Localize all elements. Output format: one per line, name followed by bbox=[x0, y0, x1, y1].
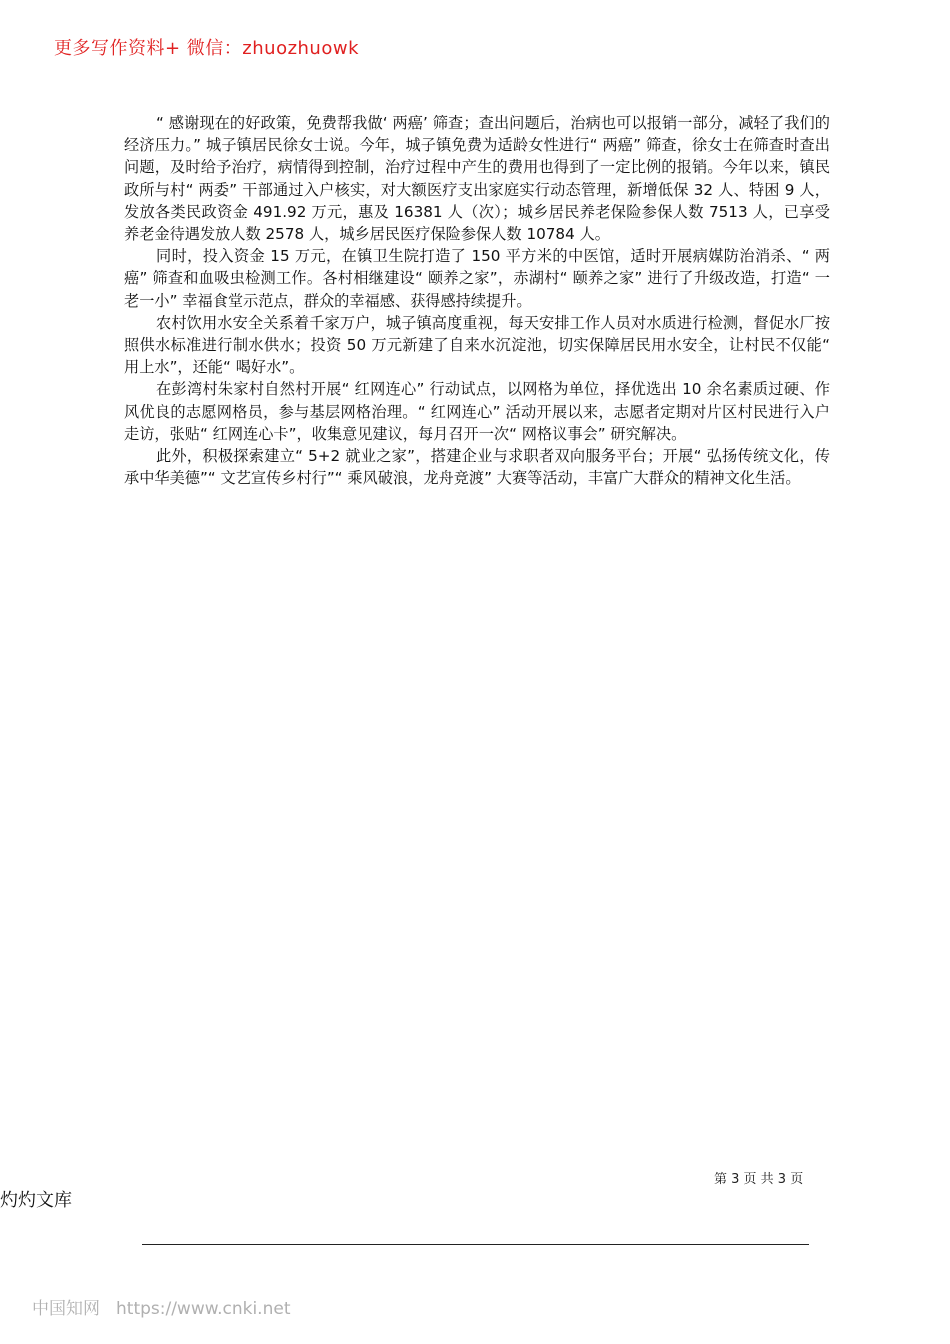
footer-divider bbox=[142, 1244, 809, 1245]
paragraph: “ 感谢现在的好政策，免费帮我做‘ 两癌’ 筛查；查出问题后，治病也可以报销一部分，减轻了我们的经济压力。” 城子镇居民徐女士说。今年，城子镇免费为适龄女性进行“ 两癌” 筛查，徐女士在筛查时查出问题，及时给予治疗，病情得到控制，治疗过程中产生的费用也得到了一定比例的报销。今年以来，镇民政所与村“ 两委” 干部通过入户核实，对大额医疗支出家庭实行动态管理，新增低保 32 人、特困 9 人，发放各类民政资金 491.92 万元，惠及 16381 人（次）；城乡居民养老保险参保人数 7513 人，已享受养老金待遇发放人数 2578 人，城乡居民医疗保险参保人数 10784 人。 bbox=[124, 114, 830, 244]
paragraph: 在彭湾村朱家村自然村开展“ 红网连心” 行动试点，以网格为单位，择优选出 10 余名素质过硬、作风优良的志愿网格员，参与基层网格治理。“ 红网连心” 活动开展以来，志愿者定期对片区村民进行入户走访，张贴“ 红网连心卡”，收集意见建议，每月召开一次“ 网格议事会” 研究解决。 bbox=[124, 380, 830, 443]
paragraph: 同时，投入资金 15 万元，在镇卫生院打造了 150 平方米的中医馆，适时开展病媒防治消杀、“ 两癌” 筛查和血吸虫检测工作。各村相继建设“ 颐养之家”，赤湖村“ 颐养之家” 进行了升级改造，打造“ 一老一小” 幸福食堂示范点，群众的幸福感、获得感持续提升。 bbox=[124, 247, 830, 310]
paragraph: 农村饮用水安全关系着千家万户，城子镇高度重视，每天安排工作人员对水质进行检测，督促水厂按照供水标准进行制水供水；投资 50 万元新建了自来水沉淀池，切实保障居民用水安全，让村民不仅能“ 用上水”，还能“ 喝好水”。 bbox=[124, 313, 830, 377]
article-body bbox=[124, 112, 830, 489]
brand-name: 灼灼文库 bbox=[0, 1190, 72, 1211]
paragraph: 此外，积极探索建立“ 5+2 就业之家”，搭建企业与求职者双向服务平台；开展“ 弘扬传统文化，传承中华美德”“ 文艺宣传乡村行”“ 乘风破浪，龙舟竞渡” 大赛等活动，丰富广大群众的精神文化生活。 bbox=[124, 447, 830, 488]
page-number: 第 3 页 共 3 页 bbox=[714, 1172, 804, 1187]
watermark bbox=[32, 1294, 290, 1319]
promo-banner: 更多写作资料+ 微信：zhuozhuowk bbox=[54, 38, 360, 59]
watermark-name: 中国知网 bbox=[32, 1299, 100, 1319]
watermark-site: https://www.cnki.net bbox=[116, 1299, 291, 1319]
